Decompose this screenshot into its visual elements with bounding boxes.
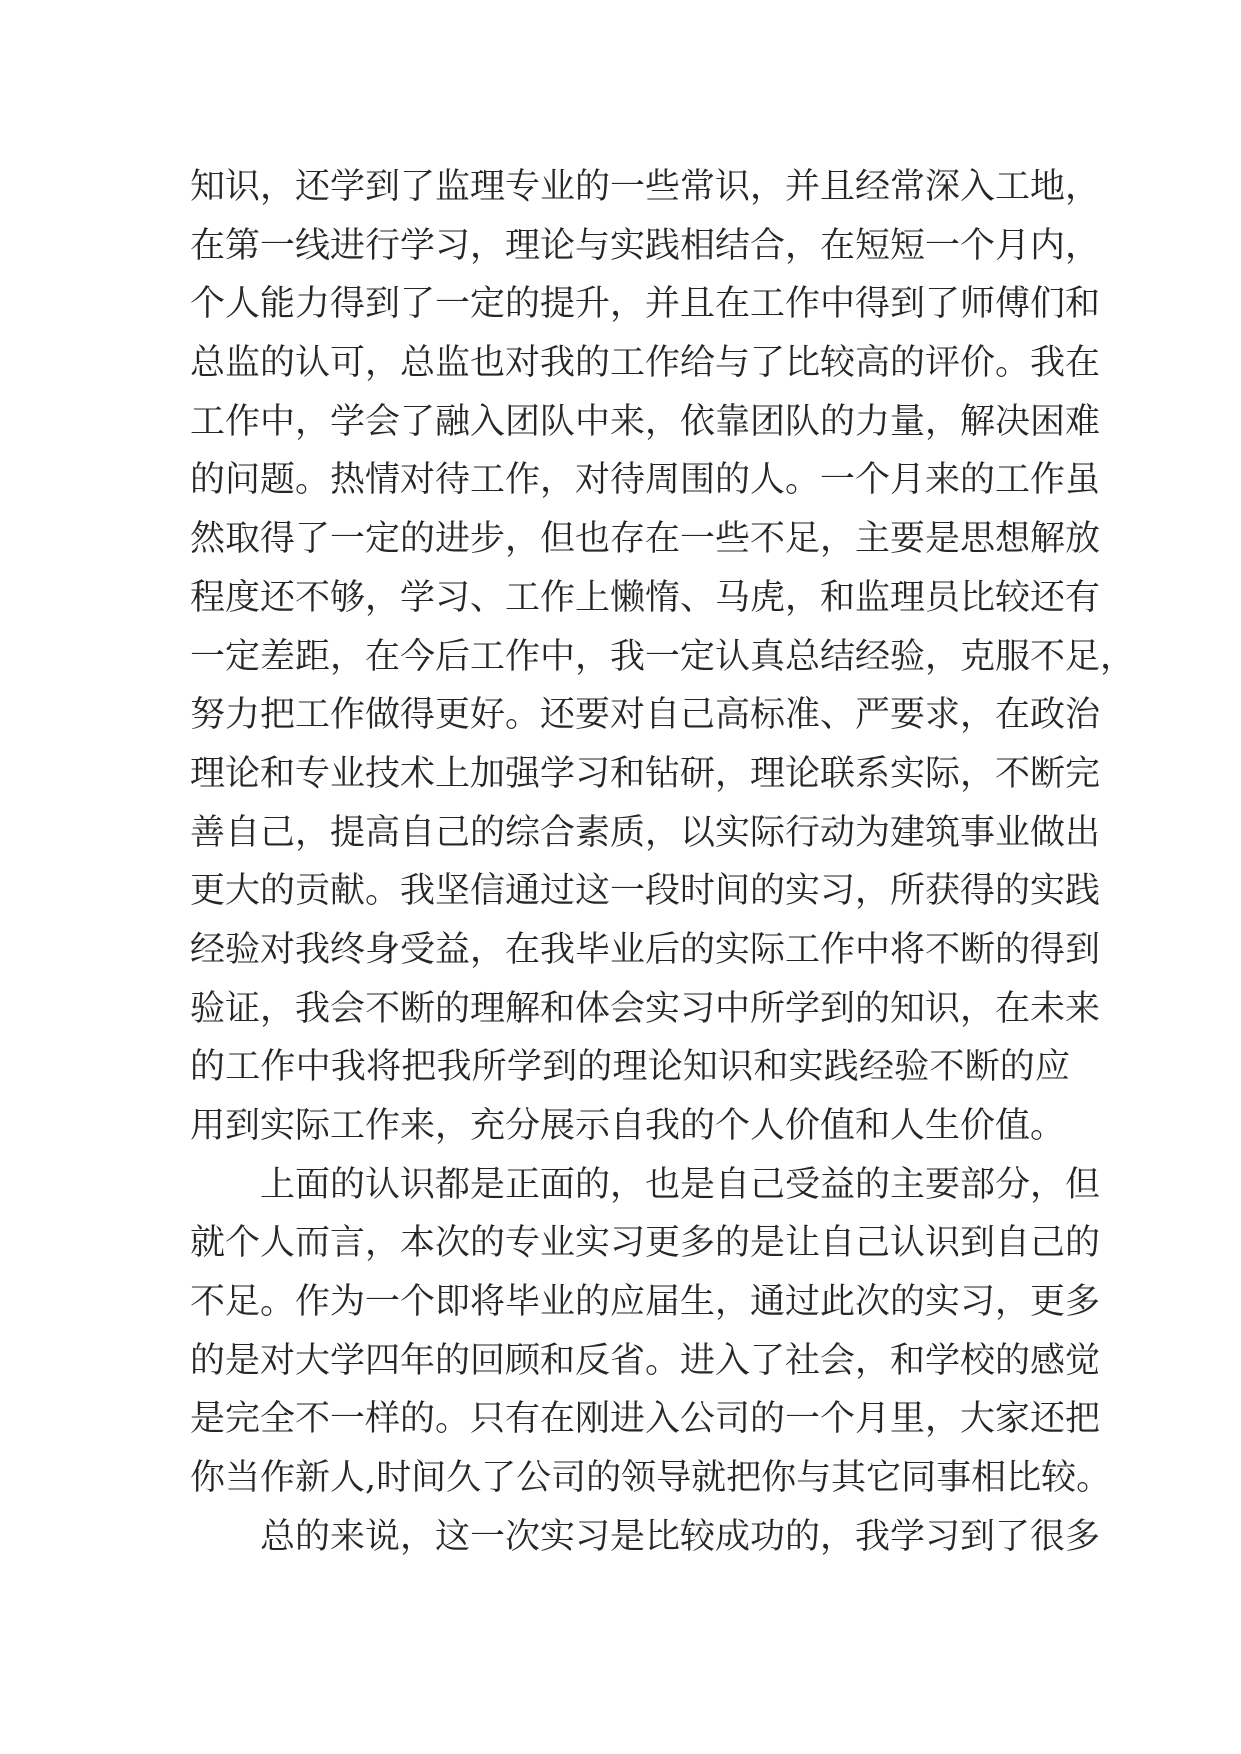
text-line: 努力把工作做得更好。还要对自己高标准、严要求，在政治 bbox=[190, 695, 1101, 736]
text-line: 一定差距，在今后工作中，我一定认真总结经验，克服不足， bbox=[190, 636, 1136, 677]
paragraph-start-line: 总的来说，这一次实习是比较成功的，我学习到了很多 bbox=[260, 1516, 1101, 1557]
text-line: 就个人而言，本次的专业实习更多的是让自己认识到自己的 bbox=[190, 1223, 1101, 1264]
paragraph-end-line: 你当作新人,时间久了公司的领导就把你与其它同事相比较。 bbox=[190, 1458, 1112, 1499]
text-line: 在第一线进行学习，理论与实践相结合，在短短一个月内， bbox=[190, 225, 1101, 266]
text-line: 是完全不一样的。只有在刚进入公司的一个月里，大家还把 bbox=[190, 1399, 1101, 1440]
text-line: 理论和专业技术上加强学习和钻研，理论联系实际，不断完 bbox=[190, 753, 1101, 794]
text-line: 验证，我会不断的理解和体会实习中所学到的知识，在未来 bbox=[190, 988, 1101, 1029]
text-line: 更大的贡献。我坚信通过这一段时间的实习，所获得的实践 bbox=[190, 871, 1101, 912]
text-line: 程度还不够，学习、工作上懒惰、马虎，和监理员比较还有 bbox=[190, 577, 1101, 618]
text-line: 然取得了一定的进步，但也存在一些不足，主要是思想解放 bbox=[190, 519, 1101, 560]
paragraph-end-line: 用到实际工作来，充分展示自我的个人价值和人生价值。 bbox=[190, 1106, 1066, 1146]
text-line: 善自己，提高自己的综合素质，以实际行动为建筑事业做出 bbox=[190, 812, 1101, 853]
body-text bbox=[190, 158, 1136, 1567]
paragraph-start-line: 上面的认识都是正面的，也是自己受益的主要部分，但 bbox=[260, 1164, 1101, 1205]
text-line: 个人能力得到了一定的提升，并且在工作中得到了师傅们和 bbox=[190, 284, 1101, 325]
text-line: 经验对我终身受益，在我毕业后的实际工作中将不断的得到 bbox=[190, 929, 1101, 970]
text-line: 总监的认可，总监也对我的工作给与了比较高的评价。我在 bbox=[190, 343, 1101, 384]
text-line: 工作中，学会了融入团队中来，依靠团队的力量，解决困难 bbox=[190, 401, 1101, 442]
text-line: 不足。作为一个即将毕业的应届生，通过此次的实习，更多 bbox=[190, 1282, 1101, 1323]
text-line: 知识，还学到了监理专业的一些常识，并且经常深入工地， bbox=[190, 167, 1101, 207]
text-line: 的工作中我将把我所学到的理论知识和实践经验不断的应 bbox=[190, 1047, 1070, 1088]
text-line: 的问题。热情对待工作，对待周围的人。一个月来的工作虽 bbox=[190, 460, 1101, 501]
text-line: 的是对大学四年的回顾和反省。进入了社会，和学校的感觉 bbox=[190, 1340, 1101, 1381]
